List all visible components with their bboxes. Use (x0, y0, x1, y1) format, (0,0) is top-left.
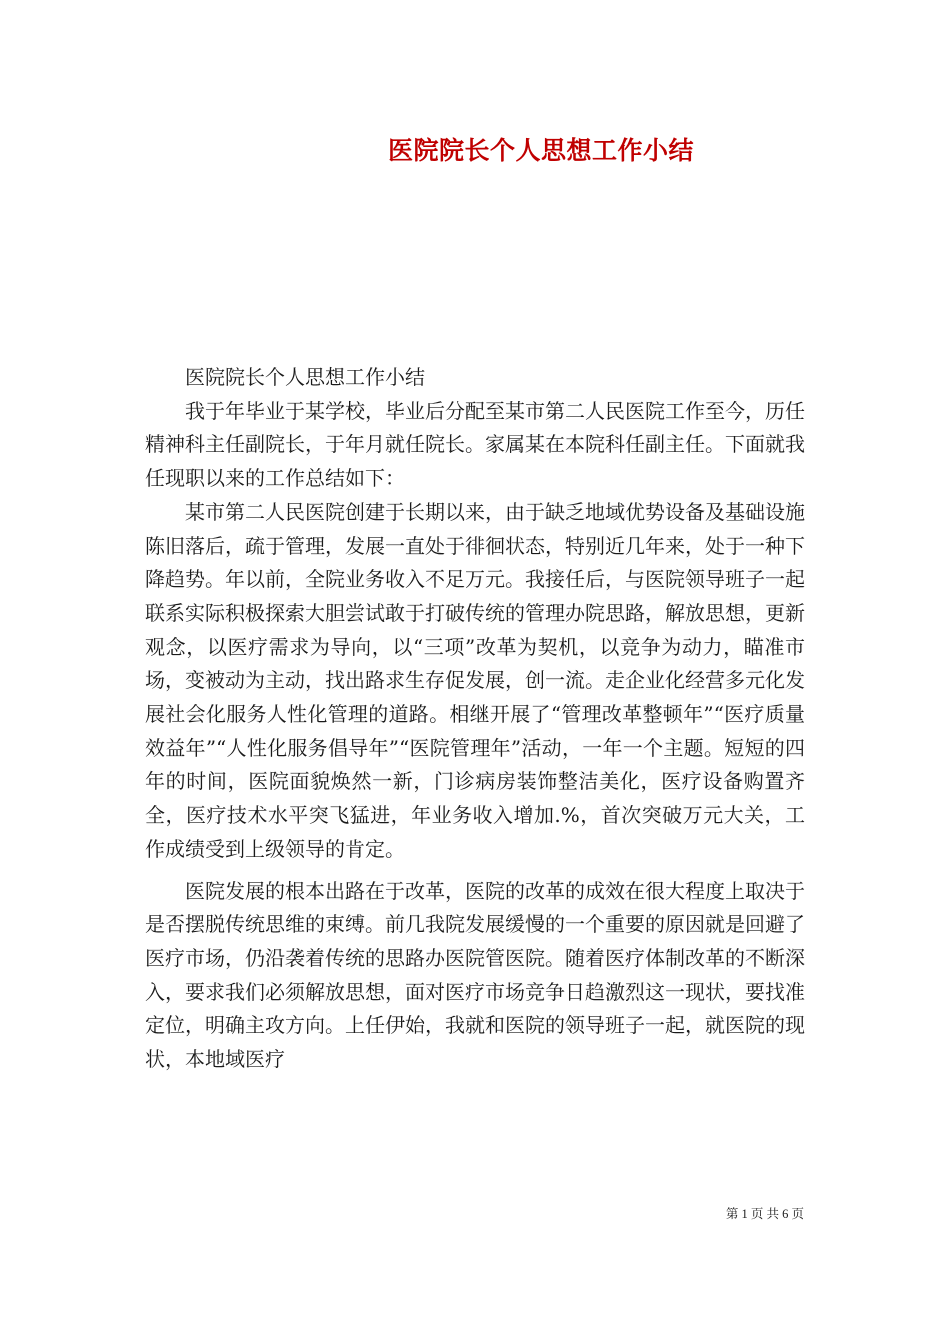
paragraph-2: 某市第二人民医院创建于长期以来，由于缺乏地域优势设备及基础设施陈旧落后，疏于管理，发展一直处于徘徊状态，特别近几年来，处于一种下降趋势。年以前，全院业务收入不足万元。我接任后，与医院领导班子一起联系实际积极探索大胆尝试敢于打破传统的管理办院思路，解放思想，更新观念，以医疗需求为导向，以“三项”改革为契机，以竞争为动力，瞄准市场，变被动为主动，找出路求生存促发展，创一流。走企业化经营多元化发展社会化服务人性化管理的道路。相继开展了“管理改革整顿年”“医疗质量效益年”“人性化服务倡导年”“医院管理年”活动，一年一个主题。短短的四年的时间，医院面貌焕然一新，门诊病房装饰整洁美化，医疗设备购置齐全，医疗技术水平突飞猛进，年业务收入增加.%，首次突破万元大关，工作成绩受到上级领导的肯定。 (145, 499, 805, 861)
page-number-footer: 第 1 页 共 6 页 (725, 1207, 804, 1221)
document-subtitle: 医院院长个人思想工作小结 (185, 365, 425, 389)
page-title: 医院院长个人思想工作小结 (387, 136, 694, 165)
document-body (145, 361, 805, 1077)
paragraph-1: 我于年毕业于某学校，毕业后分配至某市第二人民医院工作至今，历任精神科主任副院长，于年月就任院长。家属某在本院科任副主任。下面就我任现职以来的工作总结如下： (145, 398, 805, 491)
paragraph-3: 医院发展的根本出路在于改革，医院的改革的成效在很大程度上取决于是否摆脱传统思维的束缚。前几我院发展缓慢的一个重要的原因就是回避了医疗市场，仍沿袭着传统的思路办医院管医院。随着医疗体制改革的不断深入，要求我们必须解放思想，面对医疗市场竞争日趋激烈这一现状，要找准定位，明确主攻方向。上任伊始，我就和医院的领导班子一起，就医院的现状，本地域医疗 (145, 878, 805, 1072)
